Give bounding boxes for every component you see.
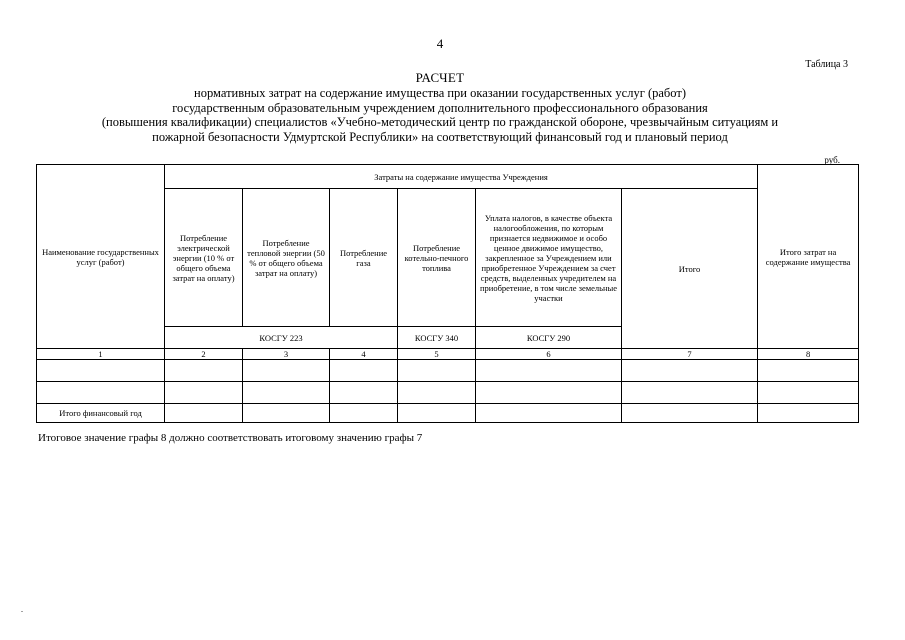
table-cell[interactable] xyxy=(758,360,859,382)
column-number: 8 xyxy=(758,349,859,360)
table-cell[interactable] xyxy=(398,382,476,404)
header-boiler-fuel: Потребление котельно-печного топлива xyxy=(398,189,476,327)
column-number: 3 xyxy=(243,349,330,360)
header-heat: Потребление тепловой энергии (50 % от общего объема затрат на оплату) xyxy=(243,189,330,327)
table-cell[interactable] xyxy=(476,404,622,423)
document-title: РАСЧЕТ xyxy=(415,70,465,85)
table-cell[interactable] xyxy=(243,360,330,382)
document-subtitle xyxy=(0,86,880,144)
column-number: 5 xyxy=(398,349,476,360)
footnote: Итоговое значение графы 8 должно соответствовать итоговому значению графы 7 xyxy=(38,432,423,444)
table-cell[interactable] xyxy=(758,382,859,404)
column-number: 6 xyxy=(476,349,622,360)
column-number: 2 xyxy=(165,349,243,360)
kosgu-290: КОСГУ 290 xyxy=(476,327,622,349)
header-gas: Потребление газа xyxy=(330,189,398,327)
table-label: Таблица 3 xyxy=(805,59,848,70)
header-taxes: Уплата налогов, в качестве объекта налогообложения, по которым признается недвижимое и особо ценное движимое имущество, закрепленное за Учреждением или приобретенное Учреждением за счет средств, выделенных учредителем на приобретение, в том числе земельные участки xyxy=(476,189,622,327)
cost-table xyxy=(36,164,859,423)
table-cell[interactable] xyxy=(622,360,758,382)
table-cell[interactable] xyxy=(330,382,398,404)
page-number: 4 xyxy=(436,36,444,51)
kosgu-223: КОСГУ 223 xyxy=(165,327,398,349)
header-property-costs: Затраты на содержание имущества Учреждения xyxy=(165,165,758,189)
table-cell[interactable] xyxy=(243,404,330,423)
table-cell[interactable] xyxy=(37,382,165,404)
total-row-label: Итого финансовый год xyxy=(37,404,165,423)
column-number: 4 xyxy=(330,349,398,360)
table-cell[interactable] xyxy=(476,360,622,382)
table-row xyxy=(37,382,859,404)
table-cell[interactable] xyxy=(165,382,243,404)
table-header-row xyxy=(37,165,859,189)
table-cell[interactable] xyxy=(37,360,165,382)
column-number-row xyxy=(37,349,859,360)
header-electric: Потребление электрической энергии (10 % от общего объема затрат на оплату) xyxy=(165,189,243,327)
subtitle-line: пожарной безопасности Удмуртской Республики» на соответствующий финансовый год и плановый период xyxy=(152,129,728,144)
table-cell[interactable] xyxy=(165,404,243,423)
table-cell[interactable] xyxy=(622,382,758,404)
table-cell[interactable] xyxy=(622,404,758,423)
subtitle-line: государственным образовательным учреждением дополнительного профессионального образования xyxy=(172,100,708,115)
table-row xyxy=(37,360,859,382)
table-cell[interactable] xyxy=(476,382,622,404)
header-service-name: Наименование государственных услуг (работ) xyxy=(37,165,165,349)
total-row xyxy=(37,404,859,423)
table-cell[interactable] xyxy=(330,360,398,382)
table-cell[interactable] xyxy=(758,404,859,423)
header-total-property: Итого затрат на содержание имущества xyxy=(758,165,859,349)
table-cell[interactable] xyxy=(165,360,243,382)
stray-mark: . xyxy=(21,605,23,614)
column-number: 1 xyxy=(37,349,165,360)
table-cell[interactable] xyxy=(398,360,476,382)
subtitle-line: (повышения квалификации) специалистов «Учебно-методический центр по гражданской обороне, чрезвычайным ситуациям и xyxy=(101,115,779,129)
currency-unit: руб. xyxy=(824,155,840,165)
column-number: 7 xyxy=(622,349,758,360)
table-cell[interactable] xyxy=(398,404,476,423)
header-subtotal: Итого xyxy=(622,189,758,349)
subtitle-line: нормативных затрат на содержание имущества при оказании государственных услуг (работ) xyxy=(194,86,686,100)
kosgu-340: КОСГУ 340 xyxy=(398,327,476,349)
table-cell[interactable] xyxy=(330,404,398,423)
table-cell[interactable] xyxy=(243,382,330,404)
